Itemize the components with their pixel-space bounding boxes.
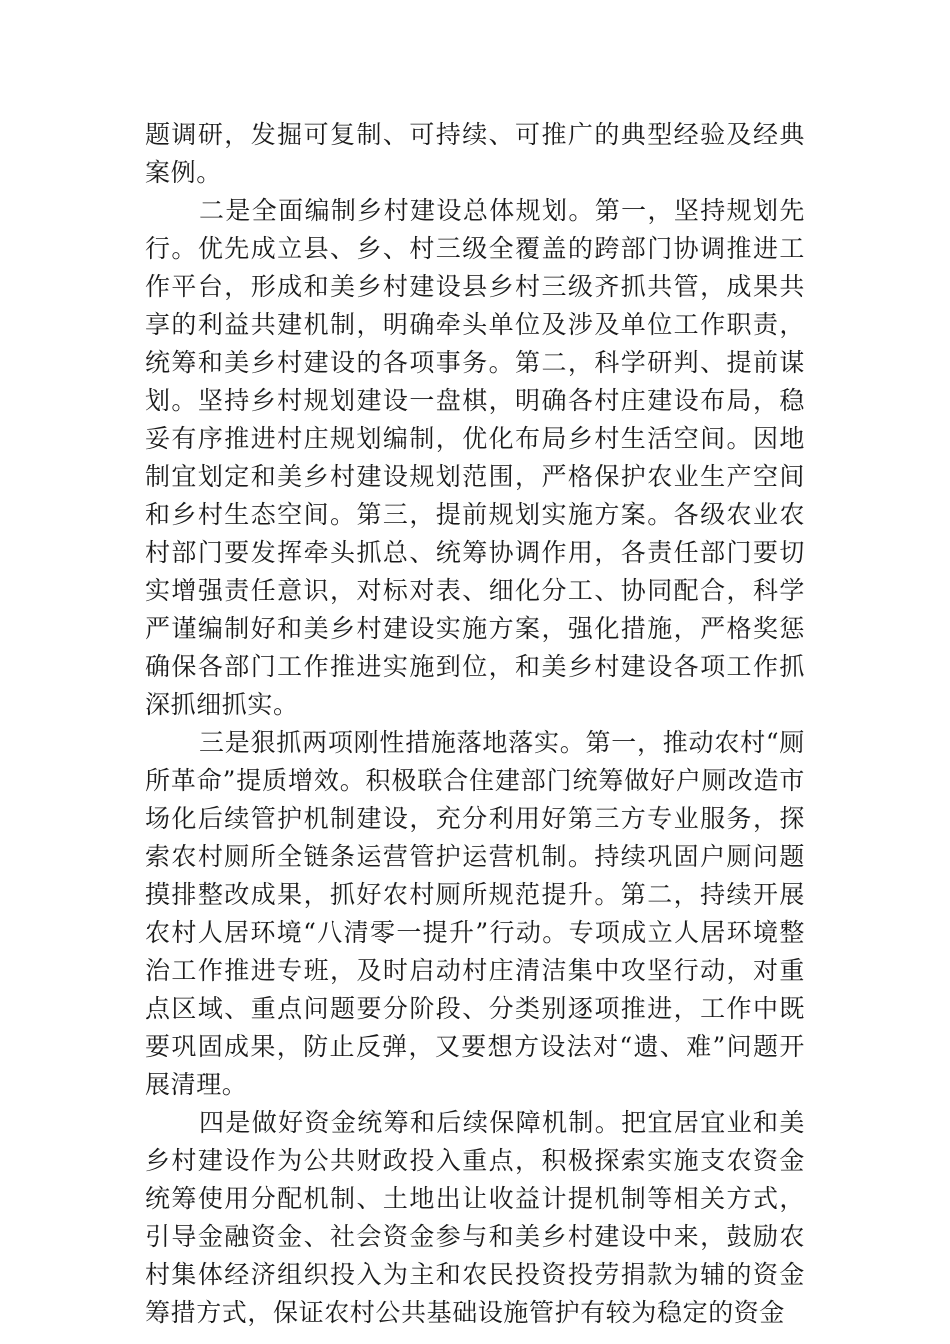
paragraph-funding: 四是做好资金统筹和后续保障机制。把宜居宜业和美乡村建设作为公共财政投入重点，积极探索实施支农资金统筹使用分配机制、土地出让收益计提机制等相关方式，引导金融资金、社会资金参与和美乡村建设中来，鼓励农村集体经济组织投入为主和农民投资投劳捐款为辅的资金筹措方式，保证农村公共基础设施管护有较为稳定的资金 <box>145 1108 805 1327</box>
paragraph-continuation: 题调研，发掘可复制、可持续、可推广的典型经验及经典案例。 <box>145 120 805 187</box>
document-body <box>145 116 805 1332</box>
paragraph-planning: 二是全面编制乡村建设总体规划。第一，坚持规划先行。优先成立县、乡、村三级全覆盖的跨部门协调推进工作平台，形成和美乡村建设县乡村三级齐抓共管，成果共享的利益共建机制，明确牵头单位及涉及单位工作职责，统筹和美乡村建设的各项事务。第二，科学研判、提前谋划。坚持乡村规划建设一盘棋，明确各村庄建设布局，稳妥有序推进村庄规划编制，优化布局乡村生活空间。因地制宜划定和美乡村建设规划范围，严格保护农业生产空间和乡村生态空间。第三，提前规划实施方案。各级农业农村部门要发挥牵头抓总、统筹协调作用，各责任部门要切实增强责任意识，对标对表、细化分工、协同配合，科学严谨编制好和美乡村建设实施方案，强化措施，严格奖惩确保各部门工作推进实施到位，和美乡村建设各项工作抓深抓细抓实。 <box>145 196 805 719</box>
paragraph-measures: 三是狠抓两项刚性措施落地落实。第一，推动农村“厕所革命”提质增效。积极联合住建部门统筹做好户厕改造市场化后续管护机制建设，充分利用好第三方专业服务，探索农村厕所全链条运营管护运营机制。持续巩固户厕问题摸排整改成果，抓好农村厕所规范提升。第二，持续开展农村人居环境“八清零一提升”行动。专项成立人居环境整治工作推进专班，及时启动村庄清洁集中攻坚行动，对重点区域、重点问题要分阶段、分类别逐项推进，工作中既要巩固成果，防止反弹，又要想方设法对“遗、难”问题开展清理。 <box>145 728 805 1099</box>
